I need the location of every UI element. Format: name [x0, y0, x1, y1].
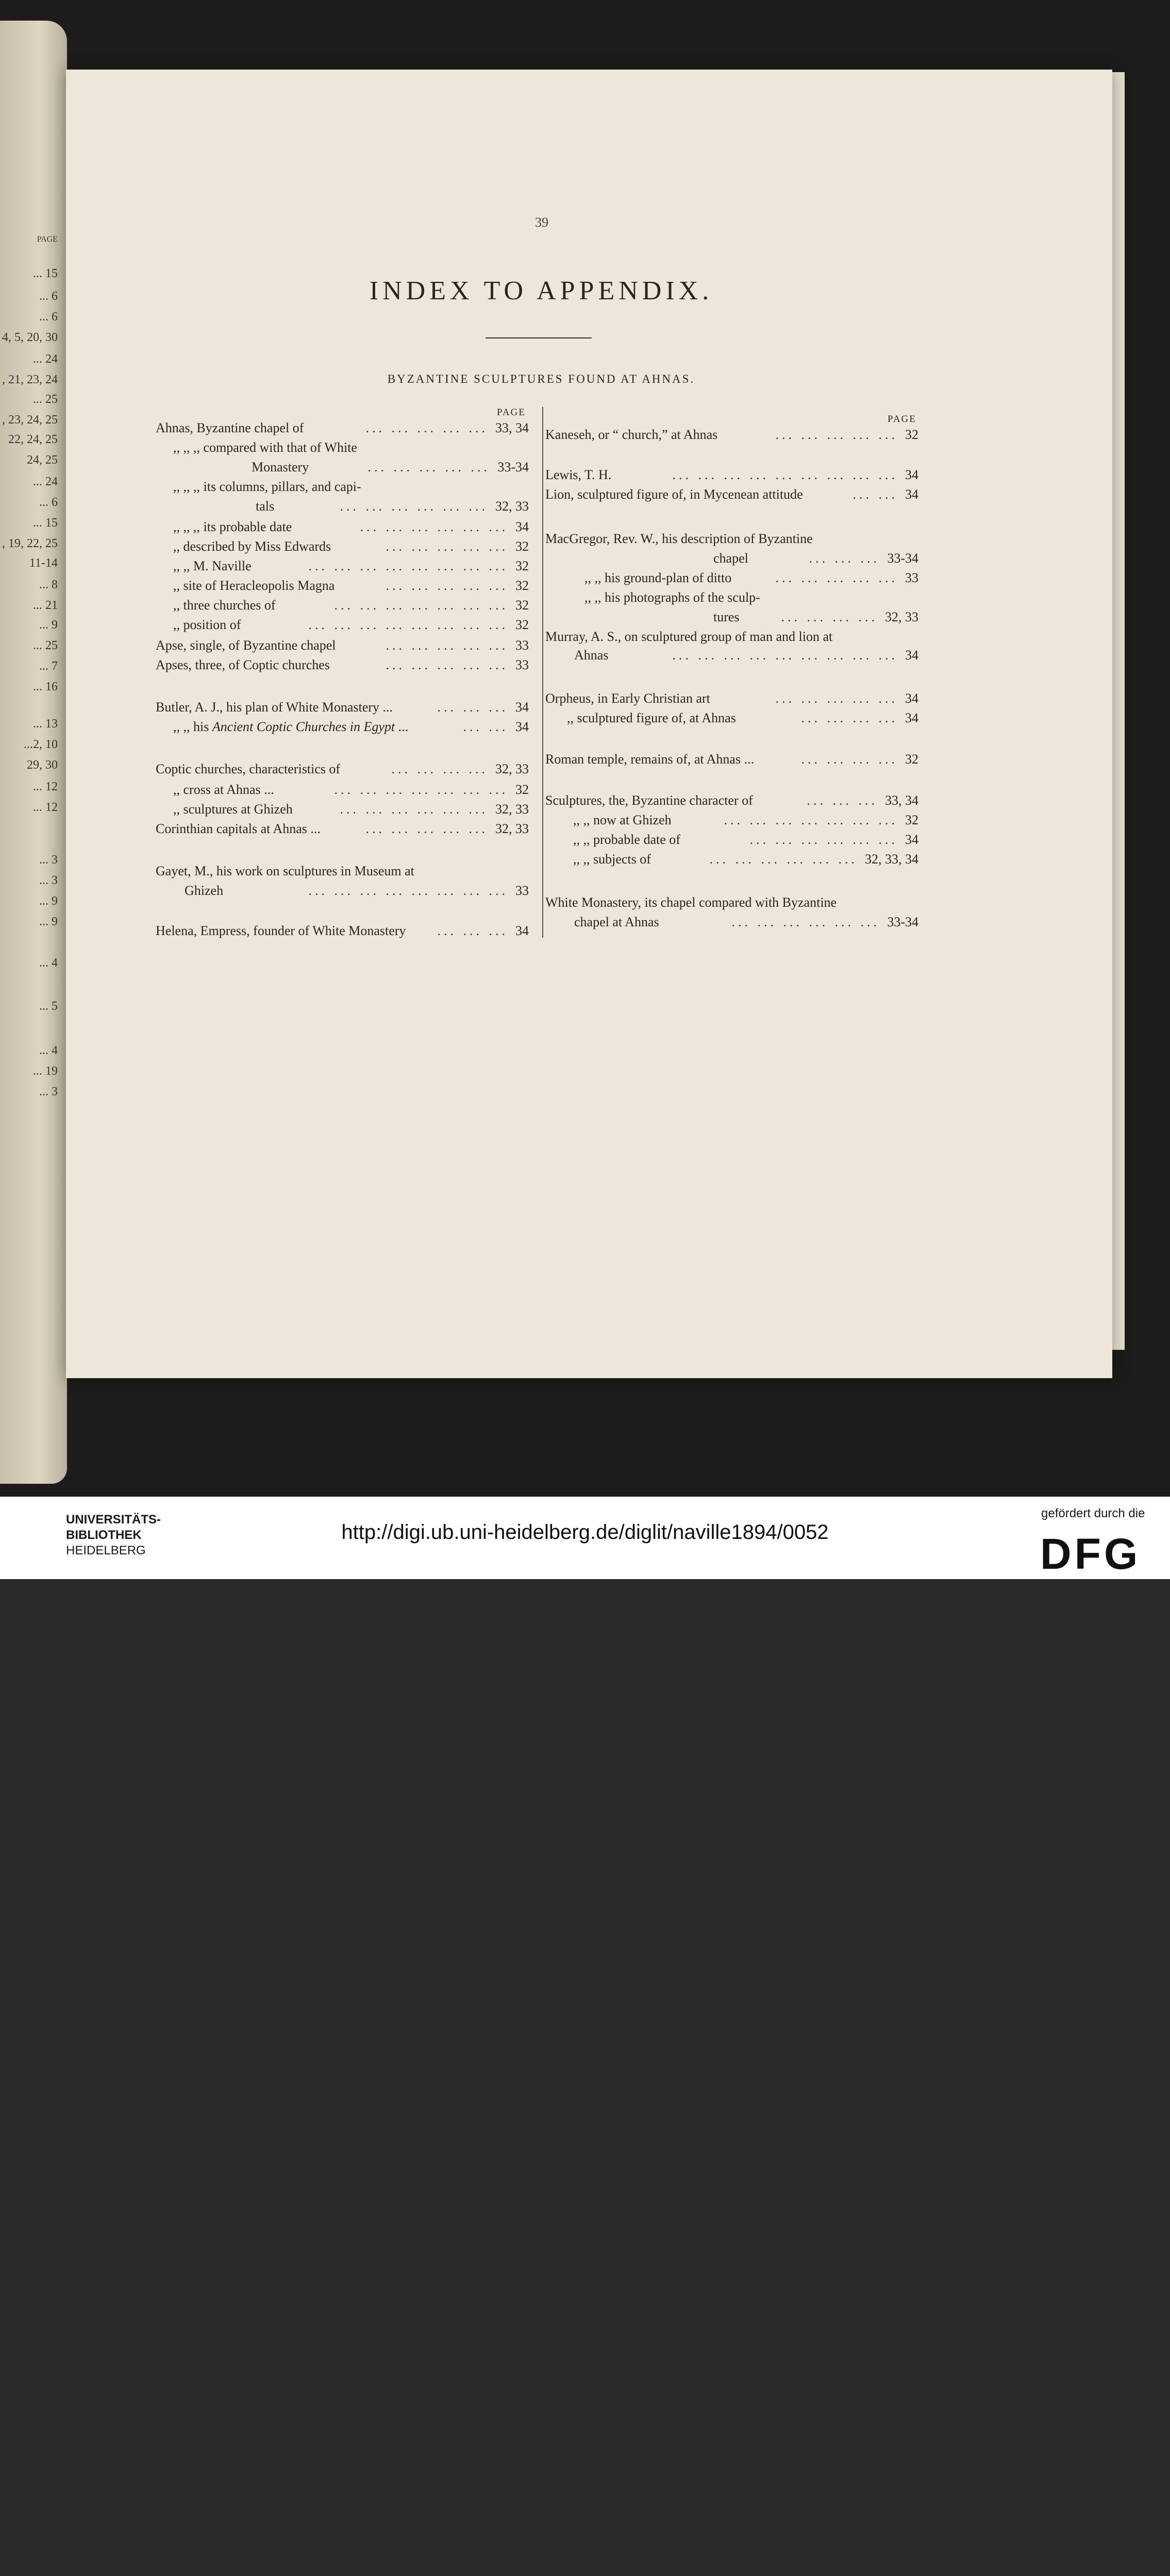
left-page-item: , 21, 23, 24: [2, 373, 58, 386]
left-page-item: ...2, 10: [24, 738, 58, 751]
leader-dots: ... ...: [853, 487, 898, 502]
index-entry-text: Ahnas: [574, 648, 609, 663]
index-page-reference: 32: [515, 558, 529, 573]
column-divider: [542, 407, 543, 938]
left-page-item: ... 21: [33, 599, 58, 612]
page-column-header: PAGE: [497, 407, 526, 418]
leader-dots: ... ... ... ...: [801, 710, 898, 725]
leader-dots: ... ... ... ... ... ... ... ... ...: [672, 467, 898, 482]
left-page-item: ... 24: [33, 352, 58, 366]
leader-dots: ... ... ... ... ... ...: [731, 914, 880, 929]
left-page-item: 24, 25: [27, 453, 58, 467]
index-entry-text: Ahnas, Byzantine chapel of: [156, 420, 304, 435]
index-entry-text: White Monastery, its chapel compared with Byzantine: [545, 895, 837, 910]
index-column-left: [156, 403, 532, 944]
leader-dots: ... ... ... ... ...: [386, 657, 508, 672]
leader-dots: ... ... ... ... ...: [775, 427, 898, 442]
index-entry: [173, 782, 274, 798]
index-page-reference: 32, 33: [495, 821, 529, 836]
page-column-header: PAGE: [888, 414, 916, 425]
leader-dots: ... ... ... ...: [391, 761, 488, 776]
leader-dots: ... ... ... ... ... ...: [340, 499, 488, 514]
left-page-item: ... 9: [39, 915, 58, 928]
index-entry-text: ,, ,, subjects of: [573, 852, 651, 867]
index-entry: [156, 657, 330, 673]
index-entry: [173, 440, 357, 455]
index-page-reference: 33: [515, 638, 529, 653]
leader-dots: ... ... ... ... ...: [386, 638, 508, 653]
index-entry: [156, 761, 340, 777]
index-page-reference: 32, 33: [495, 761, 529, 776]
page-title: INDEX TO APPENDIX.: [369, 276, 713, 306]
index-entry-text: Lewis, T. H.: [545, 467, 612, 482]
index-entry-text: ,, site of Heracleopolis Magna: [173, 578, 335, 593]
leader-dots: ... ... ... ...: [801, 752, 898, 767]
leader-dots: ... ... ...: [437, 700, 508, 715]
dfg-logo: DFG: [1040, 1530, 1141, 1578]
index-entry: [156, 821, 321, 837]
left-page-item: ... 4: [39, 956, 58, 970]
left-page-item: ... 15: [33, 516, 58, 530]
index-page-reference: 33, 34: [885, 793, 918, 808]
left-page-item: ... 9: [39, 894, 58, 908]
index-page-reference: 32, 33: [885, 609, 918, 624]
index-entry: [574, 648, 608, 663]
index-entry: [156, 923, 406, 939]
leader-dots: ... ... ... ... ... ...: [709, 852, 858, 867]
index-page-reference: 34: [515, 519, 529, 534]
index-entry-text: ,, sculptured figure of, at Ahnas: [567, 710, 736, 725]
index-entry-text: ,, ,, ,, compared with that of White: [173, 440, 357, 455]
leader-dots: ... ... ... ... ... ... ... ...: [308, 617, 508, 632]
index-page-reference: 32, 33: [495, 802, 529, 817]
library-name-line-1: UNIVERSITÄTS-: [66, 1513, 161, 1527]
left-page-item: ... 8: [39, 578, 58, 591]
left-page-item: ... 9: [39, 618, 58, 632]
left-page-item: ... 19: [33, 1064, 58, 1078]
left-page-item: 22, 24, 25: [8, 433, 58, 446]
index-entry: [567, 710, 736, 726]
index-entry: [185, 883, 223, 899]
index-entry-text: ,, sculptures at Ghizeh: [173, 802, 293, 817]
index-entry-text: MacGregor, Rev. W., his description of Byzantine: [545, 531, 813, 546]
index-entry-text: ,, cross at Ahnas ...: [173, 782, 274, 797]
index-entry: [256, 499, 274, 514]
leader-dots: ... ... ...: [809, 551, 880, 566]
index-entry-text: ,, ,, his ground-plan of ditto: [584, 570, 732, 585]
index-entry: [156, 420, 304, 436]
title-rule: [486, 337, 592, 338]
leader-dots: ... ... ... ... ...: [365, 821, 488, 836]
leader-dots: ... ... ... ... ...: [386, 539, 508, 554]
index-entry-text: ,, ,, ,, its probable date: [173, 519, 292, 534]
index-page-reference: 34: [905, 467, 918, 482]
index-entry: [545, 427, 717, 443]
leader-dots: ... ... ... ...: [781, 609, 878, 624]
index-entry-text: chapel: [713, 551, 748, 566]
index-page-reference: 32, 33, 34: [865, 852, 918, 867]
index-entry-text: ,, ,, probable date of: [573, 832, 680, 847]
left-page-item: ... 12: [33, 801, 58, 814]
left-page-item: ... 6: [39, 310, 58, 324]
index-entry-text: chapel at Ahnas: [574, 914, 659, 929]
index-page-reference: 32, 33: [495, 499, 529, 514]
left-page-item: 29, 30: [27, 758, 58, 772]
index-page-reference: 34: [905, 648, 918, 663]
index-entry-text: Orpheus, in Early Christian art: [545, 691, 710, 706]
leader-dots: ... ... ...: [807, 793, 878, 808]
leader-dots: ... ... ... ... ... ... ... ...: [308, 558, 508, 573]
left-page-item: ... 6: [39, 290, 58, 303]
index-entry-text: Kaneseh, or “ church,” at Ahnas: [545, 427, 718, 442]
left-page-item: ... 12: [33, 780, 58, 793]
index-entry-text: ,, position of: [173, 617, 241, 632]
index-page-reference: 33: [515, 883, 529, 898]
index-entry: [173, 558, 252, 574]
leader-dots: ... ... ... ... ...: [365, 420, 488, 435]
leader-dots: ... ... ... ... ... ... ... ... ...: [672, 648, 898, 663]
left-page-item: ... 3: [39, 874, 58, 887]
index-entry: [173, 617, 241, 633]
index-entry: [173, 539, 331, 554]
index-page-reference: 34: [905, 832, 918, 847]
leader-dots: ... ... ... ... ... ...: [360, 519, 508, 534]
index-entry-text: Monastery: [252, 460, 309, 474]
left-page-item: ... 25: [33, 639, 58, 652]
index-page-reference: 32: [515, 782, 529, 797]
index-entry-text: Butler, A. J., his plan of White Monastery ...: [156, 700, 393, 715]
left-page-item: ... 16: [33, 680, 58, 693]
index-entry: [173, 519, 292, 535]
index-entry-text: Corinthian capitals at Ahnas ...: [156, 821, 321, 836]
index-entry-text: Lion, sculptured figure of, in Mycenean attitude: [545, 487, 803, 502]
index-entry-text: Roman temple, remains of, at Ahnas ...: [545, 752, 755, 767]
left-page-item: , 23, 24, 25: [2, 413, 58, 427]
index-entry: [173, 578, 335, 594]
index-entry: [584, 570, 731, 586]
index-entry: [173, 598, 276, 613]
left-page-item: ... 13: [33, 717, 58, 731]
permalink-url[interactable]: http://digi.ub.uni-heidelberg.de/diglit/naville1894/0052: [341, 1521, 829, 1544]
index-entry: [545, 895, 837, 910]
index-page-reference: 32: [905, 752, 918, 767]
index-entry: [545, 531, 813, 547]
index-entry: [573, 852, 651, 867]
leader-dots: ... ... ... ... ... ... ... ...: [308, 883, 508, 898]
index-entry-text: ,, ,, now at Ghizeh: [573, 812, 672, 827]
index-entry-text: ,, ,, his: [173, 719, 212, 734]
left-page-item: ... 24: [33, 475, 58, 488]
left-page-item: ... 15: [33, 267, 58, 280]
index-page-reference: 33: [515, 657, 529, 672]
index-entry: [545, 691, 710, 706]
index-entry: [573, 812, 672, 828]
index-entry-text: Gayet, M., his work on sculptures in Museum at: [156, 863, 414, 878]
index-page-reference: 32: [515, 578, 529, 593]
left-page-item: ... 25: [33, 393, 58, 406]
index-page-reference: 34: [905, 487, 918, 502]
index-entry-text: Ghizeh: [185, 883, 224, 898]
index-entry: [173, 802, 293, 817]
library-name-line-2: BIBLIOTHEK: [66, 1528, 142, 1542]
index-entry: [252, 460, 309, 475]
index-entry: [156, 700, 393, 715]
index-page-reference: 32: [905, 812, 918, 827]
index-entry: [173, 719, 408, 735]
index-entry-text: Helena, Empress, founder of White Monastery: [156, 923, 406, 938]
index-entry-text: tures: [713, 609, 740, 624]
leader-dots: ... ... ... ... ...: [775, 570, 898, 585]
index-entry-text: Coptic churches, characteristics of: [156, 761, 341, 776]
index-page-reference: 34: [515, 923, 529, 938]
left-page-item: ... 7: [39, 659, 58, 673]
index-entry-text: ,, ,, his photographs of the sculp-: [584, 590, 760, 605]
index-entry: [573, 832, 680, 848]
index-entry-tail: ...: [395, 719, 409, 734]
index-page-reference: 33-34: [887, 551, 918, 566]
funding-caption: gefördert durch die: [1041, 1506, 1145, 1520]
index-column-right: [545, 410, 922, 951]
leader-dots: ... ... ... ... ... ... ...: [724, 812, 898, 827]
leader-dots: ... ... ... ... ...: [386, 578, 508, 593]
leader-dots: ... ... ... ... ... ...: [340, 802, 488, 817]
index-page-reference: 33, 34: [495, 420, 529, 435]
leader-dots: ... ... ...: [437, 923, 508, 938]
left-page-item: , 19, 22, 25: [2, 537, 58, 550]
index-entry-text: ,, ,, M. Naville: [173, 558, 252, 573]
index-page-reference: 32: [515, 617, 529, 632]
index-entry: [713, 609, 740, 625]
index-page-reference: 32: [905, 427, 918, 442]
section-subtitle: BYZANTINE SCULPTURES FOUND AT AHNAS.: [387, 372, 695, 385]
index-page-reference: 32: [515, 598, 529, 613]
left-page-item: 11-14: [29, 556, 58, 570]
index-entry: [156, 638, 336, 653]
index-entry: [545, 467, 611, 483]
index-entry-text: Apses, three, of Coptic churches: [156, 657, 330, 672]
left-page-item: ... 3: [39, 853, 58, 867]
left-page-header: PAGE: [37, 235, 58, 244]
index-page-reference: 32: [515, 539, 529, 554]
index-entry-text: ,, ,, ,, its columns, pillars, and capi-: [173, 479, 361, 494]
index-entry: [713, 551, 748, 566]
index-entry-italic-title: Ancient Coptic Churches in Egypt: [212, 719, 395, 734]
index-entry-text: Sculptures, the, Byzantine character of: [545, 793, 753, 808]
left-page-item: ... 6: [39, 496, 58, 509]
index-page-reference: 34: [905, 710, 918, 725]
library-name-line-3: HEIDELBERG: [66, 1544, 146, 1557]
index-entry: [574, 914, 659, 930]
index-page-reference: 33-34: [887, 914, 918, 929]
index-page-reference: 34: [515, 700, 529, 715]
index-entry-text: ,, three churches of: [173, 598, 276, 613]
index-entry: [545, 752, 754, 767]
index-entry: [545, 629, 832, 645]
index-entry: [156, 863, 414, 879]
left-page-item: ... 5: [39, 999, 58, 1013]
leader-dots: ... ... ... ... ...: [775, 691, 898, 706]
index-entry-text: Apse, single, of Byzantine chapel: [156, 638, 336, 653]
page-number: 39: [535, 215, 548, 230]
leader-dots: ... ... ... ... ... ... ...: [334, 782, 508, 797]
index-page-reference: 33: [905, 570, 918, 585]
index-entry: [545, 793, 753, 808]
left-page-item: ... 3: [39, 1085, 58, 1098]
leader-dots: ... ...: [463, 719, 508, 734]
leader-dots: ... ... ... ... ... ...: [749, 832, 898, 847]
left-page-item: 4, 5, 20, 30: [2, 331, 58, 344]
left-page-edge: [0, 21, 67, 1484]
leader-dots: ... ... ... ... ... ... ...: [334, 598, 508, 613]
index-page-reference: 34: [905, 691, 918, 706]
index-entry-text: tals: [256, 499, 275, 514]
index-entry: [173, 479, 361, 495]
left-page-item: ... 4: [39, 1044, 58, 1057]
leader-dots: ... ... ... ... ...: [367, 460, 490, 474]
index-entry-text: ,, described by Miss Edwards: [173, 539, 331, 554]
index-entry: [584, 590, 760, 605]
index-page-reference: 34: [515, 719, 529, 734]
index-entry-text: Murray, A. S., on sculptured group of man and lion at: [545, 629, 833, 644]
index-entry: [545, 487, 803, 502]
index-page-reference: 33-34: [497, 460, 529, 474]
